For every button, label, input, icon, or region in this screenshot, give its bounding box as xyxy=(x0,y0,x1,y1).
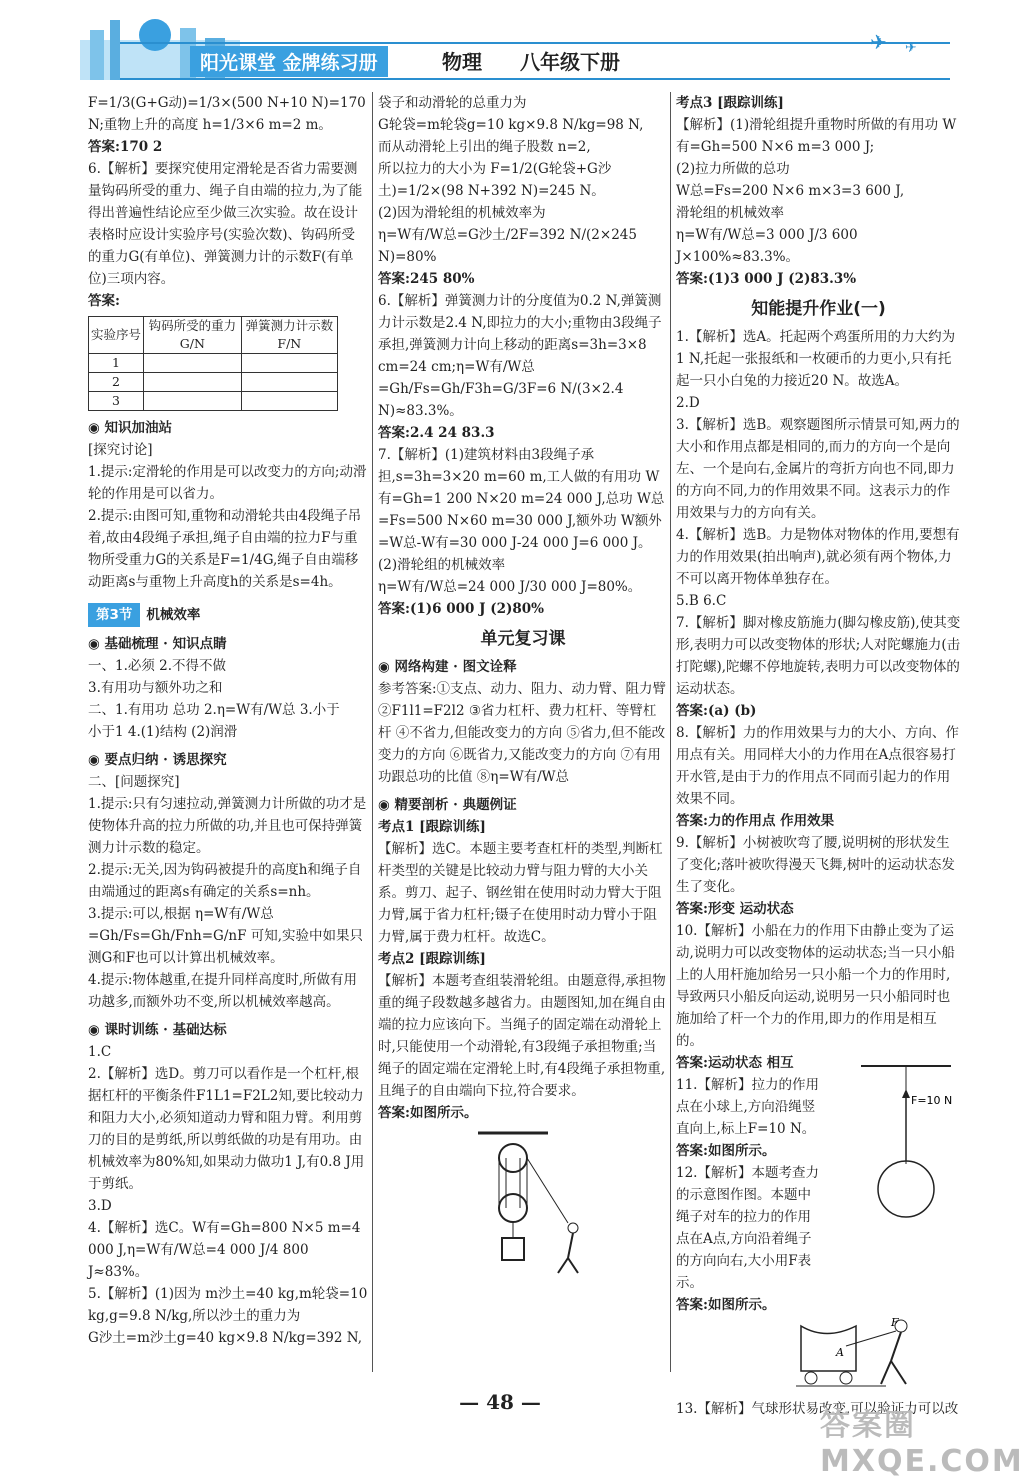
force-label-f: F xyxy=(891,1316,899,1329)
cart-pull-figure xyxy=(796,1316,956,1391)
table-header-row xyxy=(89,317,338,354)
section-heading: ◉ 知识加油站 xyxy=(88,420,172,436)
section-heading: ◉ 课时训练 · 基础达标 xyxy=(88,1022,227,1038)
table-cell xyxy=(144,392,242,411)
text-line: W总=Fs=200 N×6 m×3=3 600 J, xyxy=(676,183,905,199)
table-row xyxy=(89,354,338,373)
text-line: 3.有用功与额外功之和 xyxy=(88,680,223,696)
text-line: 考点3 [跟踪训练] xyxy=(676,95,784,111)
text-line: 4.【解析】选C。W有=Gh=800 N×5 m=4 000 J,η=W有/W总=4 000 J/4 800 J≈83%。 xyxy=(88,1220,361,1280)
table-cell xyxy=(144,373,242,392)
grade-label: 八年级下册 xyxy=(520,50,620,74)
text-line: 2.D xyxy=(676,395,700,411)
chapter-title: 知能提升作业(一) xyxy=(751,299,886,319)
section-badge: 第3节 xyxy=(88,603,140,627)
text-line: 4.提示:物体越重,在提升同样高度时,所做有用功越多,而额外功不变,所以机械效率越高。 xyxy=(88,972,358,1010)
table-cell xyxy=(241,392,337,411)
subject-label: 物理 xyxy=(442,50,482,74)
section-heading-text: 基础梳理 · 知识点睛 xyxy=(104,636,227,652)
page-header xyxy=(0,0,1000,90)
answer-line: 答案:运动状态 相互 xyxy=(676,1055,794,1071)
table-row xyxy=(89,392,338,411)
text-line: 小于1 4.(1)结构 (2)润滑 xyxy=(88,724,238,740)
answer-line: 答案:2.4 24 83.3 xyxy=(378,425,495,441)
answer-line: 答案: xyxy=(88,293,120,309)
text-line: 参考答案:①支点、动力、阻力、动力臂、阻力臂 ②F1l1=F2l2 ③省力杠杆、费力杠杆、等臂杠杆 ④不省力,但能改变力的方向 ⑤省力,但不能改变力的方向 ⑥既省力,又能改变力的方向 ⑦有用功跟总功的比值 ⑧η=W有/W总 xyxy=(378,681,667,785)
text-line: 3.提示:可以,根据 η=W有/W总=Gh/Fs=Gh/Fnh=G/nF 可知,实验中如果只测G和F也可以计算出机械效率。 xyxy=(88,906,364,966)
text-line: 1.【解析】选A。托起两个鸡蛋所用的力大约为1 N,托起一张报纸和一枚硬币的力更小,只有托起一只小白兔的力接近20 N。故选A。 xyxy=(676,329,956,389)
answer-line: 答案:如图所示。 xyxy=(378,1105,478,1121)
table-cell: 2 xyxy=(89,373,144,392)
text-line: [探究讨论] xyxy=(88,442,153,458)
text-line: 12.【解析】本题考查力的示意图作图。本题中绳子对车的拉力的作用点在A点,方向沿着绳子的方向向右,大小用F表示。 xyxy=(676,1165,819,1291)
text-line: G沙土=m沙土g=40 kg×9.8 N/kg=392 N, xyxy=(88,1330,363,1346)
text-line: 【解析】本题考查组装滑轮组。由题意得,承担物重的绳子段数越多越省力。由题图知,加在绳自由端的拉力应该向下。当绳子的固定端在动滑轮上时,只能使用一个动滑轮,有3段绳子承担物重;当绳子的固定端在定滑轮上时,有4段绳子承担物重,且绳子的自由端向下拉,符合要求。 xyxy=(378,973,666,1099)
text-line: (2)滑轮组的机械效率 xyxy=(378,557,506,573)
text-line: (2)因为滑轮组的机械效率为 xyxy=(378,205,546,221)
text-line: 而从动滑轮上引出的绳子股数 n=2, xyxy=(378,139,591,155)
text-line: 11.【解析】拉力的作用点在小球上,方向沿绳竖直向上,标上F=10 N。 xyxy=(676,1077,819,1137)
text-line: 2.【解析】选D。剪刀可以看作是一个杠杆,根据杠杆的平衡条件F1L1=F2L2知,要比较动力和阻力大小,必须知道动力臂和阻力臂。利用剪刀的目的是剪纸,所以剪纸做的功是有用功。由机械效率为80%知,如果动力做功1 J,有0.8 J用于剪纸。 xyxy=(88,1066,365,1192)
text-line: 1.C xyxy=(88,1044,112,1060)
text-line: 13.【解析】气球形状易改变,可以验证力可以改 xyxy=(676,1401,959,1417)
text-line: 滑轮组的机械效率 xyxy=(676,205,784,221)
text-line: 所以拉力的大小为 F=1/2(G轮袋+G沙土)=1/2×(98 N+392 N)=245 N。 xyxy=(378,161,612,199)
section-heading-text: 课时训练 · 基础达标 xyxy=(104,1022,227,1038)
answer-line: 答案:如图所示。 xyxy=(676,1297,776,1313)
table-row xyxy=(89,373,338,392)
text-line: 10.【解析】小船在力的作用下由静止变为了运动,说明力可以改变物体的运动状态;当一只小船上的人用杆施加给另一只小船一个力的作用时,导致两只小船反向运动,说明另一只小船同时也施加给了杆一个力的作用,即力的作用是相互的。 xyxy=(676,923,955,1049)
force-label: F=10 N xyxy=(911,1094,953,1107)
table-header-cell: 钩码所受的重力G/N xyxy=(144,317,242,354)
table-header-cell: 弹簧测力计示数F/N xyxy=(241,317,337,354)
section-heading: ◉ 基础梳理 · 知识点睛 xyxy=(88,636,227,652)
text-line: η=W有/W总=24 000 J/30 000 J=80%。 xyxy=(378,579,642,595)
text-line: 2.提示:由图可知,重物和动滑轮共由4段绳子吊着,故由4段绳子承担,绳子自由端的拉力F与重物所受重力G的关系是F=1/4G,绳子自由端移动距离s与重物上升高度h的关系是s=4h。 xyxy=(88,508,362,590)
section-heading-text: 精要剖析 · 典题例证 xyxy=(394,797,517,813)
text-line: 2.提示:无关,因为钩码被提升的高度h和绳子自由端通过的距离s有确定的关系s=nh。 xyxy=(88,862,362,900)
text-line: 1.提示:定滑轮的作用是可以改变力的方向;动滑轮的作用是可以省力。 xyxy=(88,464,367,502)
experiment-table xyxy=(88,316,338,411)
section-heading: ◉ 网络构建 · 图文诠释 xyxy=(378,659,517,675)
section-title-text: 机械效率 xyxy=(146,607,201,623)
page-number: — 48 — xyxy=(459,1390,541,1414)
series-title: 阳光课堂 金牌练习册 xyxy=(190,46,388,77)
text-line: (2)拉力所做的总功 xyxy=(676,161,790,177)
section-heading-text: 要点归纳 · 诱思探究 xyxy=(104,752,227,768)
watermark-logo: 答案圈 MXQE.COM xyxy=(820,1408,1024,1479)
chapter-title: 单元复习课 xyxy=(480,629,566,649)
table-cell xyxy=(144,354,242,373)
text-line: 考点2 [跟踪训练] xyxy=(378,951,486,967)
column-left xyxy=(88,92,368,1349)
column-middle xyxy=(378,92,668,1289)
text-line: 4.【解析】选B。力是物体对物体的作用,要想有力的作用效果(拍出响声),就必须有两个物体,力不可以离开物体单独存在。 xyxy=(676,527,960,587)
column-divider xyxy=(670,92,671,1372)
section-heading-text: 知识加油站 xyxy=(104,420,172,436)
text-line: η=W有/W总=G沙土/2F=392 N/(2×245 N)=80% xyxy=(378,227,637,265)
section-heading: ◉ 精要剖析 · 典题例证 xyxy=(378,797,517,813)
column-divider xyxy=(372,92,373,1372)
text-line: 考点1 [跟踪训练] xyxy=(378,819,486,835)
section-heading: ◉ 要点归纳 · 诱思探究 xyxy=(88,752,227,768)
pulley-system-figure xyxy=(378,1128,668,1278)
bird-icon: ✈ xyxy=(870,30,887,54)
text-line: 6.【解析】要探究使用定滑轮是否省力需要测量钩码所受的重力、绳子自由端的拉力,为了能得出普遍性结论应至少做三次实验。故在设计表格时应设计实验序号(实验次数)、钩码所受的重力G(有单位)、弹簧测力计的示数F(有单位)三项内容。 xyxy=(88,161,363,287)
text-line: 9.【解析】小树被吹弯了腰,说明树的形状发生了变化;落叶被吹得漫天飞舞,树叶的运动状态发生了变化。 xyxy=(676,835,955,895)
text-line: 6.【解析】弹簧测力计的分度值为0.2 N,弹簧测力计示数是2.4 N,即拉力的大小;重物由3段绳子承担,弹簧测力计向上移动的距离s=3h=3×8 cm=24 cm;η=W有/W总=Gh/Fs=Gh/F3h=G/3F=6 N/(3×2.4 N)≈83.3%。 xyxy=(378,293,662,419)
answer-line: 答案:如图所示。 xyxy=(676,1143,776,1159)
bird-icon: ✈ xyxy=(905,40,917,56)
text-line: 7.【解析】脚对橡皮筋施力(脚勾橡皮筋),使其变形,表明力可以改变物体的形状;人对陀螺施力(击打陀螺),陀螺不停地旋转,表明力可以改变物体的运动状态。 xyxy=(676,615,961,697)
table-cell: 3 xyxy=(89,392,144,411)
text-line: 3.【解析】选B。观察题图所示情景可知,两力的大小和作用点都是相同的,而力的方向一个是向左、一个是向右,金属片的弯折方向也不同,即力的方向不同,力的作用效果不同。这表示力的作用效果与力的方向有关。 xyxy=(676,417,960,521)
text-line: F=1/3(G+G动)=1/3×(500 N+10 N)=170 N;重物上升的高度 h=1/3×6 m=2 m。 xyxy=(88,95,366,133)
point-label-a: A xyxy=(836,1346,844,1359)
table-cell: 1 xyxy=(89,354,144,373)
column-right xyxy=(676,92,961,1420)
answer-line: 答案:(1)3 000 J (2)83.3% xyxy=(676,271,857,287)
table-cell xyxy=(241,373,337,392)
text-line: 8.【解析】力的作用效果与力的大小、方向、作用点有关。用同样大小的力作用在A点很容易打开水管,是由于力的作用点不同而引起力的作用效果不同。 xyxy=(676,725,959,807)
question-11-block xyxy=(676,1074,961,1162)
text-line: 二、1.有用功 总功 2.η=W有/W总 3.小于 xyxy=(88,702,340,718)
text-line: η=W有/W总=3 000 J/3 600 J×100%≈83.3%。 xyxy=(676,227,858,265)
text-line: 5.【解析】(1)因为 m沙土=40 kg,m轮袋=10 kg,g=9.8 N/kg,所以沙土的重力为 xyxy=(88,1286,368,1324)
answer-line: 答案:力的作用点 作用效果 xyxy=(676,813,835,829)
answer-line: 答案:245 80% xyxy=(378,271,475,287)
answer-line: 答案:形变 运动状态 xyxy=(676,901,794,917)
text-line: G轮袋=m轮袋g=10 kg×9.8 N/kg=98 N, xyxy=(378,117,644,133)
text-line: 一、1.必须 2.不得不做 xyxy=(88,658,227,674)
answer-line: 答案:170 2 xyxy=(88,139,163,155)
text-line: 3.D xyxy=(88,1198,112,1214)
text-line: 【解析】选C。本题主要考查杠杆的类型,判断杠杆类型的关键是比较动力臂与阻力臂的大小关系。剪刀、起子、钢丝钳在使用时动力臂大于阻力臂,属于省力杠杆;镊子在使用时动力臂小于阻力臂,属于费力杠杆。故选C。 xyxy=(378,841,663,945)
section-heading-text: 网络构建 · 图文诠释 xyxy=(394,659,517,675)
text-line: 7.【解析】(1)建筑材料由3段绳子承担,s=3h=3×20 m=60 m,工人做的有用功 W有=Gh=1 200 N×20 m=24 000 J,总功 W总=Fs=500 N×60 m=30 000 J,额外功 W额外=W总-W有=30 000 J-24 000 J=6 000 J。 xyxy=(378,447,665,551)
answer-line: 答案:(a) (b) xyxy=(676,703,757,719)
table-header-cell: 实验序号 xyxy=(89,317,144,354)
text-line: 二、[问题探究] xyxy=(88,774,180,790)
text-line: 袋子和动滑轮的总重力为 xyxy=(378,95,527,111)
text-line: 5.B 6.C xyxy=(676,593,727,609)
table-cell xyxy=(241,354,337,373)
text-line: 1.提示:只有匀速拉动,弹簧测力计所做的功才是使物体升高的拉力所做的功,并且也可保持弹簧测力计示数的稳定。 xyxy=(88,796,367,856)
section-title xyxy=(88,603,368,627)
question-12-block xyxy=(676,1162,961,1398)
answer-line: 答案:(1)6 000 J (2)80% xyxy=(378,601,544,617)
text-line: 【解析】(1)滑轮组提升重物时所做的有用功 W有=Gh=500 N×6 m=3 000 J; xyxy=(676,117,957,155)
